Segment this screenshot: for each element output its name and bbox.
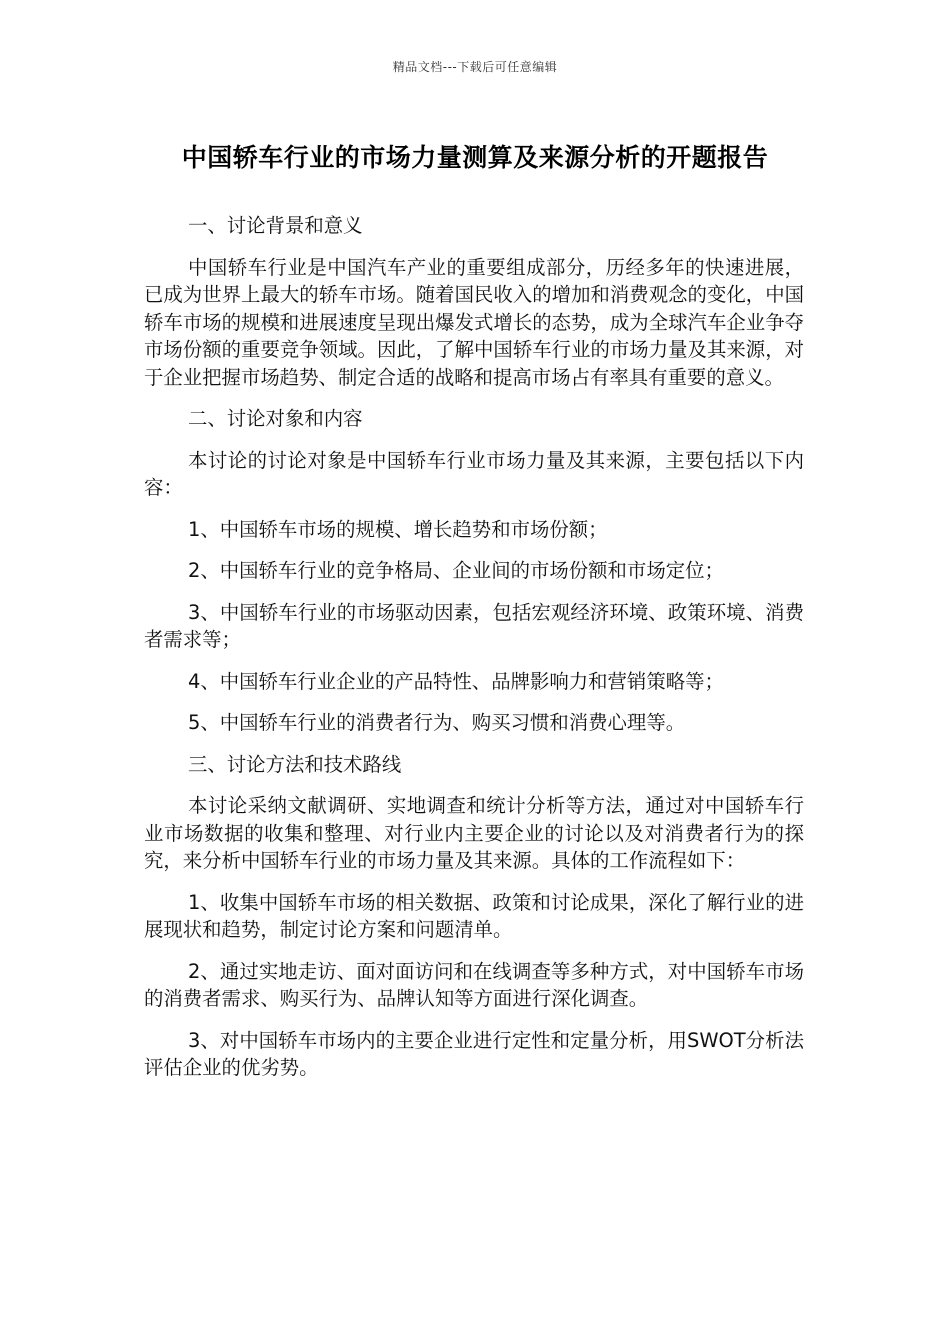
section-1-paragraph: 中国轿车行业是中国汽车产业的重要组成部分，历经多年的快速进展，已成为世界上最大的轿车市场。随着国民收入的增加和消费观念的变化，中国轿车市场的规模和进展速度呈现出爆发式增长的态势，成为全球汽车企业争夺市场份额的重要竞争领域。因此，了解中国轿车行业的市场力量及其来源，对于企业把握市场趋势、制定合适的战略和提高市场占有率具有重要的意义。 <box>144 255 804 389</box>
section-1-heading: 一、讨论背景和意义 <box>188 214 363 237</box>
header-note: 精品文档---下载后可任意编辑 <box>392 60 558 74</box>
section-3-item-1: 1、收集中国轿车市场的相关数据、政策和讨论成果，深化了解行业的进展现状和趋势，制定讨论方案和问题清单。 <box>144 890 804 941</box>
section-2-item-5: 5、中国轿车行业的消费者行为、购买习惯和消费心理等。 <box>188 711 686 734</box>
section-2-item-1: 1、中国轿车市场的规模、增长趋势和市场份额； <box>188 517 608 541</box>
section-2-heading: 二、讨论对象和内容 <box>188 407 363 430</box>
section-3-heading: 三、讨论方法和技术路线 <box>188 752 402 776</box>
section-2-item-4: 4、中国轿车行业企业的产品特性、品牌影响力和营销策略等； <box>188 669 724 693</box>
section-3-intro: 本讨论采纳文献调研、实地调查和统计分析等方法，通过对中国轿车行业市场数据的收集和整理、对行业内主要企业的讨论以及对消费者行为的探究，来分析中国轿车行业的市场力量及其来源。具体的工作流程如下： <box>144 794 804 872</box>
section-3-item-3: 3、对中国轿车市场内的主要企业进行定性和定量分析，用SWOT分析法评估企业的优劣势。 <box>144 1028 804 1079</box>
document-body <box>144 212 804 1096</box>
section-2-item-3: 3、中国轿车行业的市场驱动因素，包括宏观经济环境、政策环境、消费者需求等； <box>144 600 804 651</box>
section-2-intro: 本讨论的讨论对象是中国轿车行业市场力量及其来源，主要包括以下内容： <box>144 448 804 499</box>
section-3-item-2: 2、通过实地走访、面对面访问和在线调查等多种方式，对中国轿车市场的消费者需求、购买行为、品牌认知等方面进行深化调查。 <box>144 959 804 1010</box>
document-title: 中国轿车行业的市场力量测算及来源分析的开题报告 <box>181 143 769 172</box>
section-2-item-2: 2、中国轿车行业的竞争格局、企业间的市场份额和市场定位； <box>188 559 724 582</box>
